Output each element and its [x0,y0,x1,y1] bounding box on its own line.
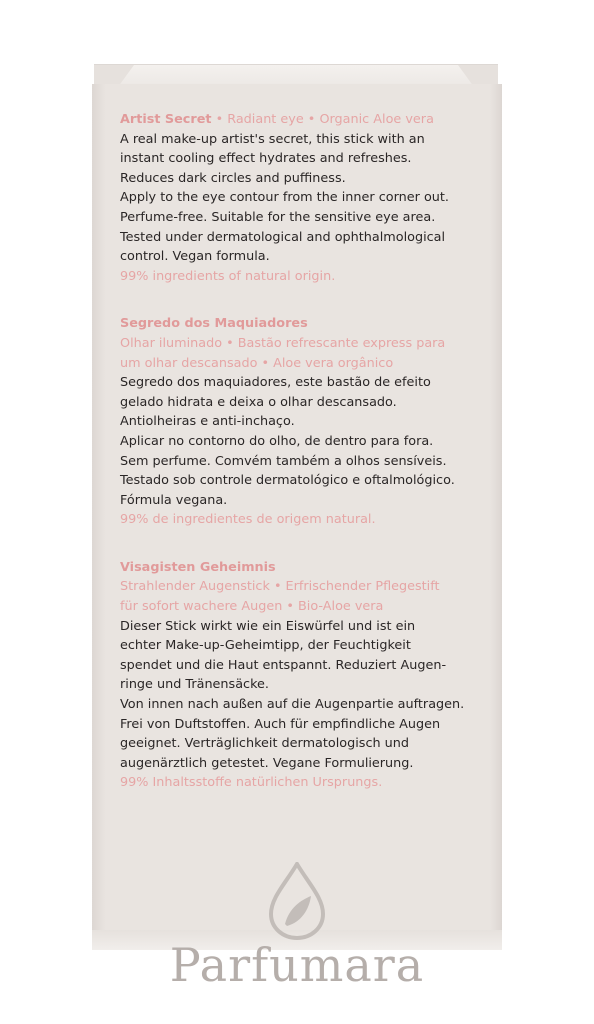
portuguese-body-line: gelado hidrata e deixa o olhar descansado. [120,394,397,410]
portuguese-body-line: Testado sob controle dermatológico e oftalmológico. [120,473,455,489]
german-body-line: geeignet. Verträglichkeit dermatologisch und [120,736,410,752]
portuguese-body-line: Sem perfume. Comvém também a olhos sensíveis. [120,453,447,469]
english-body-line: Perfume-free. Suitable for the sensitive eye area. [120,209,436,225]
german-subtitle-line: für sofort wachere Augen • Bio-Aloe vera [120,599,384,615]
english-body-line: instant cooling effect hydrates and refreshes. [120,151,412,167]
english-subtitle-1: Radiant eye [227,112,304,127]
english-body-line: Reduces dark circles and puffiness. [120,170,346,186]
separator: • [307,112,316,127]
portuguese-heading: Segredo dos Maquiadores [120,316,308,332]
portuguese-natural-origin: 99% de ingredientes de origem natural. [120,512,376,528]
german-body-line: spendet und die Haut entspannt. Reduziert Augen- [120,657,447,673]
brand-watermark: Parfumara [169,938,425,992]
english-subtitle-2: Organic Aloe vera [319,112,434,127]
german-body-line: augenärztlich getestet. Vegane Formulierung. [120,755,414,771]
portuguese-subtitle-line: um olhar descansado • Aloe vera orgânico [120,355,394,371]
portuguese-body-line: Aplicar no contorno do olho, de dentro para fora. [120,433,434,449]
english-heading: Artist Secret [120,112,212,127]
portuguese-body-line: Fórmula vegana. [120,492,228,508]
separator: • [215,112,224,127]
drop-leaf-logo-icon [0,862,594,940]
portuguese-subtitle-line: Olhar iluminado • Bastão refrescante express para [120,335,446,351]
portuguese-body-line: Segredo dos maquiadores, este bastão de efeito [120,375,431,391]
german-body-line: Dieser Stick wirkt wie ein Eiswürfel und ist ein [120,618,416,634]
product-description [120,110,480,821]
german-body-line: Von innen nach außen auf die Augenpartie auftragen. [120,697,465,713]
box-right-edge [490,84,502,944]
box-left-edge [92,84,106,944]
english-body-line: Tested under dermatological and ophthalmological [120,229,446,245]
german-body-line: echter Make-up-Geheimtipp, der Feuchtigkeit [120,638,411,654]
english-heading-line [120,110,480,130]
english-body-line: A real make-up artist's secret, this stick with an [120,131,425,147]
portuguese-body-line: Antiolheiras e anti-inchaço. [120,414,295,430]
german-subtitle-line: Strahlender Augenstick • Erfrischender Pflegestift [120,579,440,595]
german-natural-origin: 99% Inhaltsstoffe natürlichen Ursprungs. [120,775,383,791]
german-heading: Visagisten Geheimnis [120,559,276,575]
english-body-line: Apply to the eye contour from the inner corner out. [120,190,449,206]
section-english [120,110,480,286]
section-portuguese [120,314,480,530]
german-body-line: ringe und Tränensäcke. [120,677,269,693]
english-body-line: control. Vegan formula. [120,249,270,265]
german-body-line: Frei von Duftstoffen. Auch für empfindliche Augen [120,716,441,732]
section-german [120,558,480,793]
english-natural-origin: 99% ingredients of natural origin. [120,268,336,284]
